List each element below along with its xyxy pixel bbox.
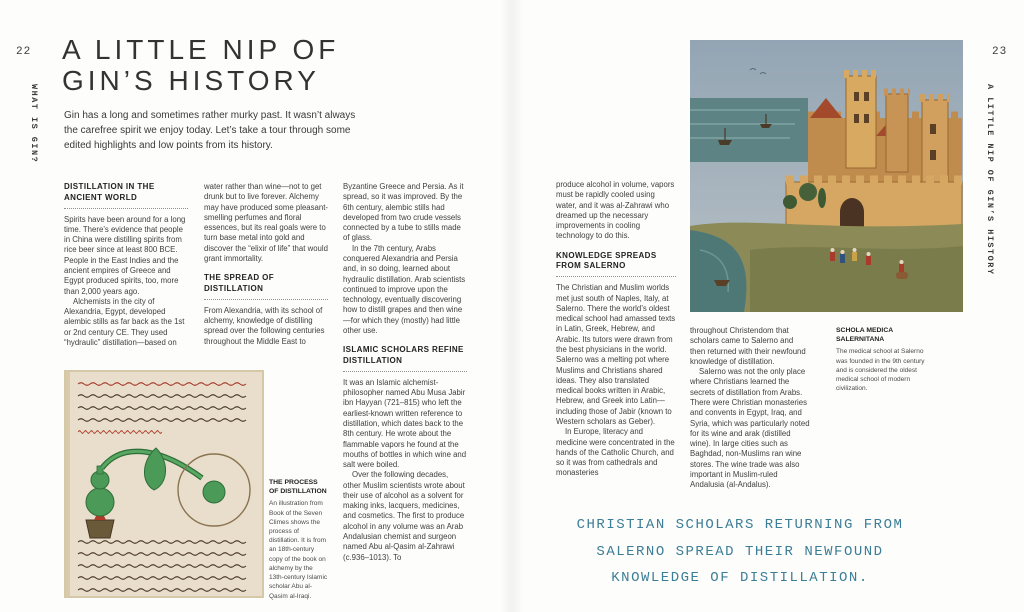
column-1 <box>64 182 188 348</box>
column-3 <box>343 182 467 563</box>
body-paragraph: Over the following decades, other Muslim scientists wrote about their use of alcohol as a solvent for making inks, lacquers, medicines, and cosmetics. The first to produce alcohol in any volume was an Arab Andalusian chemist and surgeon named Abu al-Qasim al-Zahrawi (c.936–1013). To <box>343 470 465 562</box>
section-heading-ancient-world: DISTILLATION IN THE ANCIENT WORLD <box>64 182 188 209</box>
manuscript-illustration <box>64 370 264 598</box>
body-paragraph: The Christian and Muslim worlds met just south of Naples, Italy, at Salerno. There the world’s oldest medical school had amassed texts in Latin, Greek, Hebrew, and Arabic. Its tutors were drawn from the best physicians in the world. Salerno was a melting pot where Muslims and Christians shared ideas. They also translated medical books written in Arabic, Hebrew, and Greek into Latin—including those of Jabir (known to Western scholars as Geber). <box>556 283 676 426</box>
side-note <box>836 326 936 393</box>
page-gutter <box>500 0 524 612</box>
caption-heading: THE PROCESS OF DISTILLATION <box>269 479 327 496</box>
body-paragraph: In the 7th century, Arabs conquered Alexandria and Persia and, in so doing, learned about hydraulic distillation. Arab scientists continued to improve upon the technology, eventually discovering how to distill grapes and then wine—for which they (mostly) had little other use. <box>343 243 466 335</box>
body-paragraph: produce alcohol in volume, vapors must be rapidly cooled using water, and it was al-Zahrawi who dreamed up the necessary improvements in cooling technology to do this. <box>556 180 675 241</box>
body-paragraph: Salerno was not the only place where Christians learned the secrets of distillation from Arabs. There were Christian monasteries and convents in Egypt, Iraq, and Syria, which was particularly noted for its wine and arak (distilled wine). In large cities such as Baghdad, non-Muslims ran wine stores. The wine trade was also important in Muslim-ruled Andalusia (al-Andalus). <box>690 367 810 490</box>
title-line-1: A LITTLE NIP OF <box>62 34 340 65</box>
column-2 <box>204 182 328 347</box>
right-running-head: A LITTLE NIP OF GIN’S HISTORY <box>985 84 995 276</box>
title-line-2: GIN’S HISTORY <box>62 65 320 97</box>
right-page-number: 23 <box>992 46 1008 58</box>
body-paragraph: It was an Islamic alchemist-philosopher named Abu Musa Jabir ibn Hayyan (721–815) who left the earliest-known written reference to distillation, which dates back to the 8th century. He wrote about the flammable vapors he found at the mouths of bottles in which wine and salt were boiled. <box>343 377 467 470</box>
body-paragraph: In Europe, literacy and medicine were concentrated in the hands of the Catholic Church, and so it was from cathedrals and monasteries <box>556 427 675 478</box>
body-paragraph: water rather than wine—not to get drunk but to live forever. Alchemy may have produced some pleasant-smelling perfumes and floral essences, but its real goals were to turn base metal into gold and discover the “elixir of life” that would grant immortality. <box>204 182 328 263</box>
article-title <box>62 34 339 97</box>
column-5 <box>690 326 810 491</box>
body-paragraph: From Alexandria, with its school of alchemy, knowledge of distilling spread over the following centuries throughout the Middle East to <box>204 305 325 346</box>
pull-quote: CHRISTIAN SCHOLARS RETURNING FROM SALERNO SPREAD THEIR NEWFOUND KNOWLEDGE OF DISTILLATION. <box>576 517 904 587</box>
intro-paragraph: Gin has a long and sometimes rather murky past. It wasn’t always the carefree spirit we enjoy today. Let’s take a tour through some edited highlights and low points from its history. <box>64 110 356 151</box>
caption-text: An illustration from Book of the Seven Climes shows the process of distillation. It is from an 18th-century copy of the book on alchemy by the 13th-century Islamic scholar Abu al-Qasim al-Iraqi. <box>269 500 328 600</box>
manuscript-caption <box>269 478 329 601</box>
medieval-painting-illustration <box>690 40 963 312</box>
body-paragraph: throughout Christendom that scholars came to Salerno and then returned with their newfound knowledge of distillation. <box>690 326 806 366</box>
left-running-head: WHAT IS GIN? <box>29 84 39 164</box>
side-note-text: The medical school at Salerno was founded in the 9th century and is considered the oldest medical school of modern civilization. <box>836 348 925 393</box>
body-paragraph: Byzantine Greece and Persia. As it spread, so it was improved. By the 6th century, alembic stills had developed from two crude vessels connected by a tube to stills made of glass. <box>343 182 464 243</box>
side-note-heading: SCHOLA MEDICA SALERNITANA <box>836 327 893 344</box>
section-heading-islamic-scholars: ISLAMIC SCHOLARS REFINE DISTILLATION <box>343 345 467 372</box>
left-page-number: 22 <box>16 46 32 58</box>
column-4 <box>556 180 676 479</box>
section-heading-knowledge-spreads: KNOWLEDGE SPREADS FROM SALERNO <box>556 251 676 278</box>
body-paragraph: Alchemists in the city of Alexandria, Egypt, developed alembic stills as far back as the 1st or 2nd century CE. They used “hydraulic” distillation—based on <box>64 296 185 347</box>
body-paragraph: Spirits have been around for a long time. There’s evidence that people in China were distilling spirits from rice beer since at least 800 BCE. People in the East Indies and the ancient empires of Greece and Egypt produced spirits, too, more than 2,000 years ago. <box>64 214 186 296</box>
section-heading-spread-of-distillation: THE SPREAD OF DISTILLATION <box>204 273 328 300</box>
